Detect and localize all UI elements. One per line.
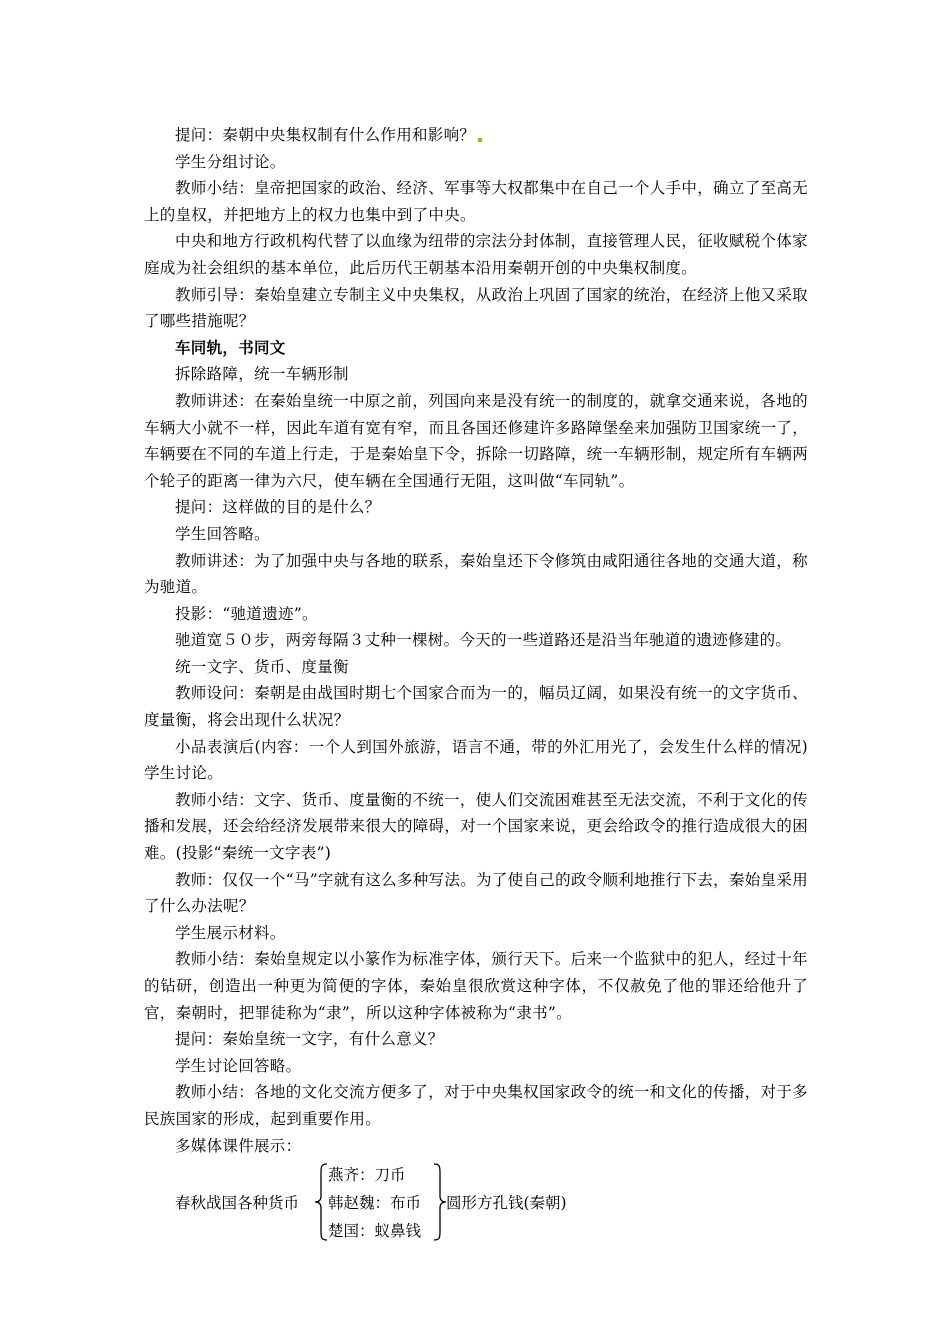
paragraph: 教师小结：皇帝把国家的政治、经济、军事等大权都集中在自己一个人手中，确立了至高无上的皇权，并把地方上的权力也集中到了中央。 [144,179,808,224]
paragraph: 学生回答略。 [175,524,270,543]
paragraph: 中央和地方行政机构代替了以血缘为纽带的宗法分封体制，直接管理人民，征收赋税个体家庭成为社会组织的基本单位，此后历代王朝基本沿用秦朝开创的中央集权制度。 [144,232,808,277]
paragraph: 驰道宽５０步，两旁每隔３丈种一棵树。今天的一些道路还是沿当年驰道的遗迹修建的。 [175,631,792,650]
left-brace-icon [314,1163,328,1241]
diagram-item: 楚国：蚁鼻钱 [328,1222,422,1241]
diagram-left-label: 春秋战国各种货币 [175,1194,300,1213]
paragraph: 教师讲述：为了加强中央与各地的联系，秦始皇还下令修筑由咸阳通往各地的交通大道，称为驰道。 [144,551,808,597]
paragraph: 多媒体课件展示： [175,1136,302,1155]
mark-dot-icon [478,138,482,142]
currency-diagram [144,1161,808,1245]
paragraph: 提问：这样做的目的是什么？ [175,498,381,517]
paragraph: 拆除路障，统一车辆形制 [175,365,349,384]
paragraph: 教师设问：秦朝是由战国时期七个国家合而为一的，幅员辽阔，如果没有统一的文字货币、度量衡，将会出现什么状况？ [144,684,808,730]
paragraph: 学生展示材料。 [175,923,286,942]
paragraph: 学生分组讨论。 [175,152,286,171]
paragraph: 教师讲述：在秦始皇统一中原之前，列国向来是没有统一的制度的，就拿交通来说，各地的车辆大小就不一样，因此车道有宽有窄，而且各国还修建许多路障堡垒来加强防卫国家统一了，车辆要在不同的车道上行走，于是秦始皇下令，拆除一切路障，统一车辆形制，规定所有车辆两个轮子的距离一律为六尺，使车辆在全国通行无阻，这叫做“车同轨”。 [144,391,808,490]
paragraph: 统一文字、货币、度量衡 [175,657,349,676]
document-page [144,122,808,1245]
paragraph: 投影：“驰道遗迹”。 [175,604,318,623]
paragraph: 教师小结：秦始皇规定以小篆作为标准字体，颁行天下。后来一个监狱中的犯人，经过十年的钻研，创造出一种更为简便的字体，秦始皇很欣赏这种字体，不仅赦免了他的罪还给他升了官，秦朝时，把罪徒称为“隶”，所以这种字体被称为“隶书”。 [144,950,808,1022]
right-brace-icon [433,1163,447,1241]
paragraph: 教师小结：文字、货币、度量衡的不统一，使人们交流困难甚至无法交流，不利于文化的传播和发展，还会给经济发展带来很大的障碍，对一个国家来说，更会给政令的推行造成很大的困难。(投影“秦统一文字表”) [144,790,808,863]
section-heading: 车同轨，书同文 [175,338,286,357]
diagram-item: 燕齐：刀币 [328,1166,406,1185]
paragraph: 提问：秦始皇统一文字，有什么意义？ [175,1030,444,1049]
paragraph: 学生讨论回答略。 [175,1056,302,1075]
diagram-result: 圆形方孔钱(秦朝) [446,1194,567,1213]
paragraph: 小品表演后(内容：一个人到国外旅游，语言不通，带的外汇用光了，会发生什么样的情况)学生讨论。 [144,737,808,783]
paragraph: 教师：仅仅一个“马”字就有这么多种写法。为了使自己的政令顺利地推行下去，秦始皇采用了什么办法呢？ [144,870,808,916]
diagram-item: 韩赵魏：布币 [328,1194,422,1213]
paragraph: 提问：秦朝中央集权制有什么作用和影响？ [144,122,808,149]
paragraph: 教师引导：秦始皇建立专制主义中央集权，从政治上巩固了国家的统治，在经济上他又采取了哪些措施呢？ [144,285,808,331]
paragraph: 教师小结：各地的文化交流方便多了，对于中央集权国家政令的统一和文化的传播，对于多民族国家的形成，起到重要作用。 [144,1083,808,1128]
